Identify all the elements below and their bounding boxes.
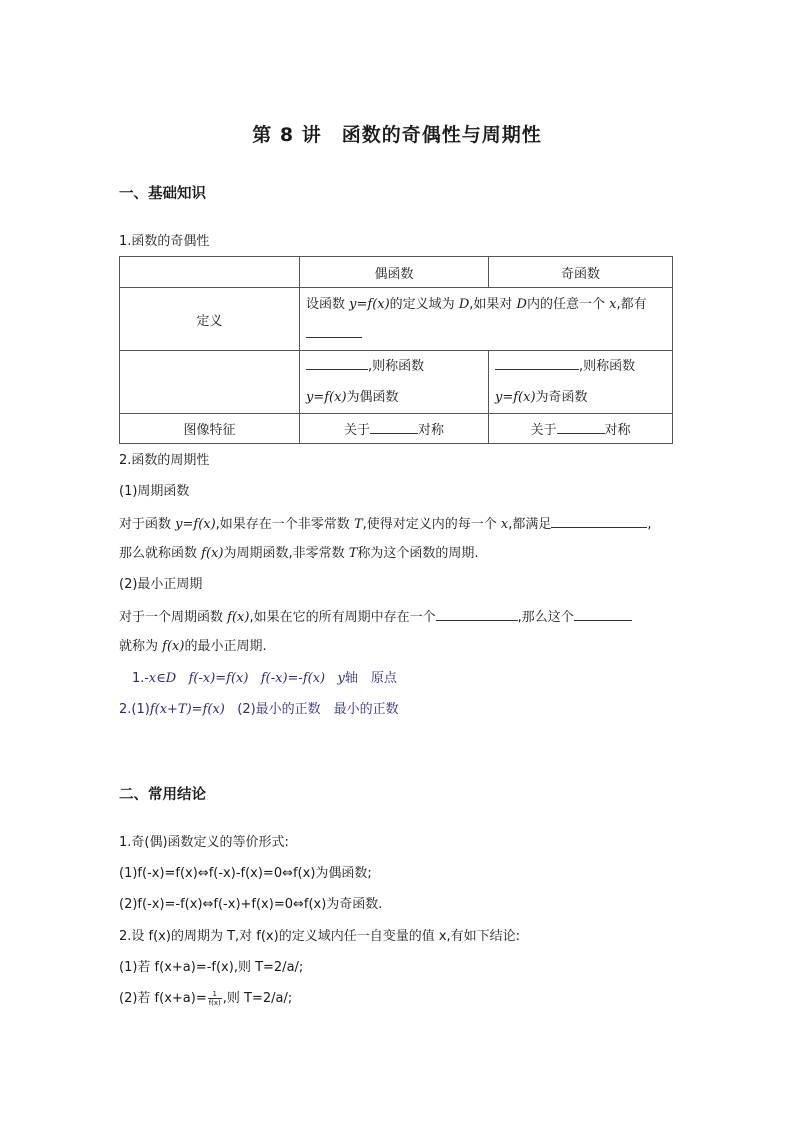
conclusion-line-1: 1.奇(偶)函数定义的等价形式:: [119, 835, 289, 850]
math-function: f(x): [162, 639, 185, 654]
fill-blank: [306, 356, 368, 370]
answer-line-1: [132, 670, 397, 688]
body-text: 就称为: [119, 639, 163, 654]
body-text: ,那么这个: [517, 610, 574, 625]
table-corner-cell: [120, 257, 300, 288]
fill-blank: [306, 324, 362, 338]
even-condition-cell: [300, 351, 489, 414]
fraction-denominator: f(x): [208, 999, 221, 1007]
fill-blank: [574, 607, 632, 621]
conclusion-line-4: 2.设 f(x)的周期为 T,对 f(x)的定义域内任一自变量的值 x,有如下结论:: [119, 929, 521, 944]
definition-cell: [300, 288, 673, 351]
fill-blank: [436, 607, 518, 621]
answer-label: 1.: [132, 671, 145, 686]
conclusion-line-5: (1)若 f(x+a)=-f(x),则 T=2/a/;: [119, 960, 304, 975]
table-row-condition: [120, 351, 673, 414]
answer-math: -x∈D: [144, 671, 177, 686]
answer-math: y: [337, 671, 345, 686]
graph-text: 对称: [604, 423, 631, 438]
even-condition-text: 为偶函数: [346, 390, 399, 405]
def-text: ,都有: [616, 297, 647, 312]
fill-blank: [495, 356, 579, 370]
fraction-numerator: 1: [208, 990, 222, 999]
body-text: 称为这个函数的周期.: [357, 546, 479, 561]
fill-blank: [370, 420, 418, 434]
answer-text: (2)最小的正数 最小的正数: [237, 702, 399, 717]
fill-blank: [551, 514, 647, 528]
table-row-graph: [120, 414, 673, 444]
min-period-line-1: [119, 607, 632, 627]
body-text: ,使得对定义内的每一个: [362, 517, 501, 532]
def-text: 内的任意一个: [526, 297, 610, 312]
odd-condition-text: 为奇函数: [535, 390, 588, 405]
odd-condition-cell: [489, 351, 673, 414]
body-text: ,如果在它的所有周期中存在一个: [249, 610, 436, 625]
math-symbol: x: [500, 517, 509, 532]
table-header-row: [120, 257, 673, 288]
body-text: 对于函数: [119, 517, 176, 532]
table-row-definition: [120, 288, 673, 351]
subheading-min-period: (2)最小正周期: [119, 577, 203, 592]
def-text: 的定义域为: [389, 297, 459, 312]
def-domain-symbol: D: [516, 297, 527, 312]
answer-label: 2.(1): [119, 702, 150, 717]
def-text: ,如果对: [469, 297, 517, 312]
body-text: ,如果存在一个非零常数: [215, 517, 354, 532]
subheading-periodic-function: (1)周期函数: [119, 484, 190, 499]
def-variable: x: [609, 297, 617, 312]
odd-function: y=f(x): [495, 390, 536, 405]
section-heading-basic: 一、基础知识: [119, 186, 206, 202]
header-even-function: 偶函数: [300, 257, 489, 288]
page-title: 第 8 讲 函数的奇偶性与周期性: [252, 124, 542, 146]
odd-condition-text: ,则称函数: [579, 359, 636, 374]
def-text: 设函数: [306, 297, 350, 312]
answer-math: f(x+T)=f(x): [149, 702, 225, 717]
even-graph-cell: [300, 414, 489, 444]
math-function: y=f(x): [175, 517, 216, 532]
body-text: (2)若 f(x+a)=: [119, 991, 207, 1006]
body-text: ,: [647, 517, 652, 532]
even-function: y=f(x): [306, 390, 347, 405]
answer-line-2: [119, 701, 399, 719]
math-symbol: T: [353, 517, 363, 532]
answer-math: f(-x)=-f(x): [260, 671, 326, 686]
graph-text: 对称: [418, 423, 445, 438]
empty-cell: [120, 351, 300, 414]
body-text: ,都满足: [508, 517, 552, 532]
def-function: y=f(x): [349, 297, 390, 312]
even-condition-text: ,则称函数: [368, 359, 425, 374]
fill-blank: [557, 420, 605, 434]
body-text: ,则 T=2/a/;: [222, 991, 293, 1006]
odd-graph-cell: [489, 414, 673, 444]
body-text: 那么就称函数: [119, 546, 202, 561]
body-text: 对于一个周期函数: [119, 610, 228, 625]
body-text: 的最小正周期.: [184, 639, 267, 654]
periodic-definition-line-2: [119, 545, 479, 563]
min-period-line-2: [119, 638, 267, 656]
periodic-definition-line-1: [119, 514, 652, 534]
def-domain-symbol: D: [458, 297, 470, 312]
math-function: f(x): [201, 546, 224, 561]
header-odd-function: 奇函数: [489, 257, 673, 288]
math-symbol: T: [348, 546, 358, 561]
math-function: f(x): [227, 610, 250, 625]
parity-table: [119, 256, 673, 444]
subheading-periodicity: 2.函数的周期性: [119, 453, 210, 468]
conclusion-line-3: (2)f(-x)=-f(x)⇔f(-x)+f(x)=0⇔f(x)为奇函数.: [119, 897, 383, 912]
conclusion-line-2: (1)f(-x)=f(x)⇔f(-x)-f(x)=0⇔f(x)为偶函数;: [119, 866, 372, 881]
subheading-parity: 1.函数的奇偶性: [119, 234, 210, 249]
graph-text: 关于: [343, 423, 370, 438]
fraction: [208, 990, 222, 1007]
row-label-definition: 定义: [120, 288, 300, 351]
answer-text: 轴 原点: [344, 671, 397, 686]
answer-math: f(-x)=f(x): [188, 671, 249, 686]
conclusion-line-6: [119, 990, 292, 1008]
row-label-graph: 图像特征: [120, 414, 300, 444]
body-text: 为周期函数,非零常数: [223, 546, 349, 561]
graph-text: 关于: [530, 423, 557, 438]
section-heading-conclusions: 二、常用结论: [119, 787, 206, 803]
